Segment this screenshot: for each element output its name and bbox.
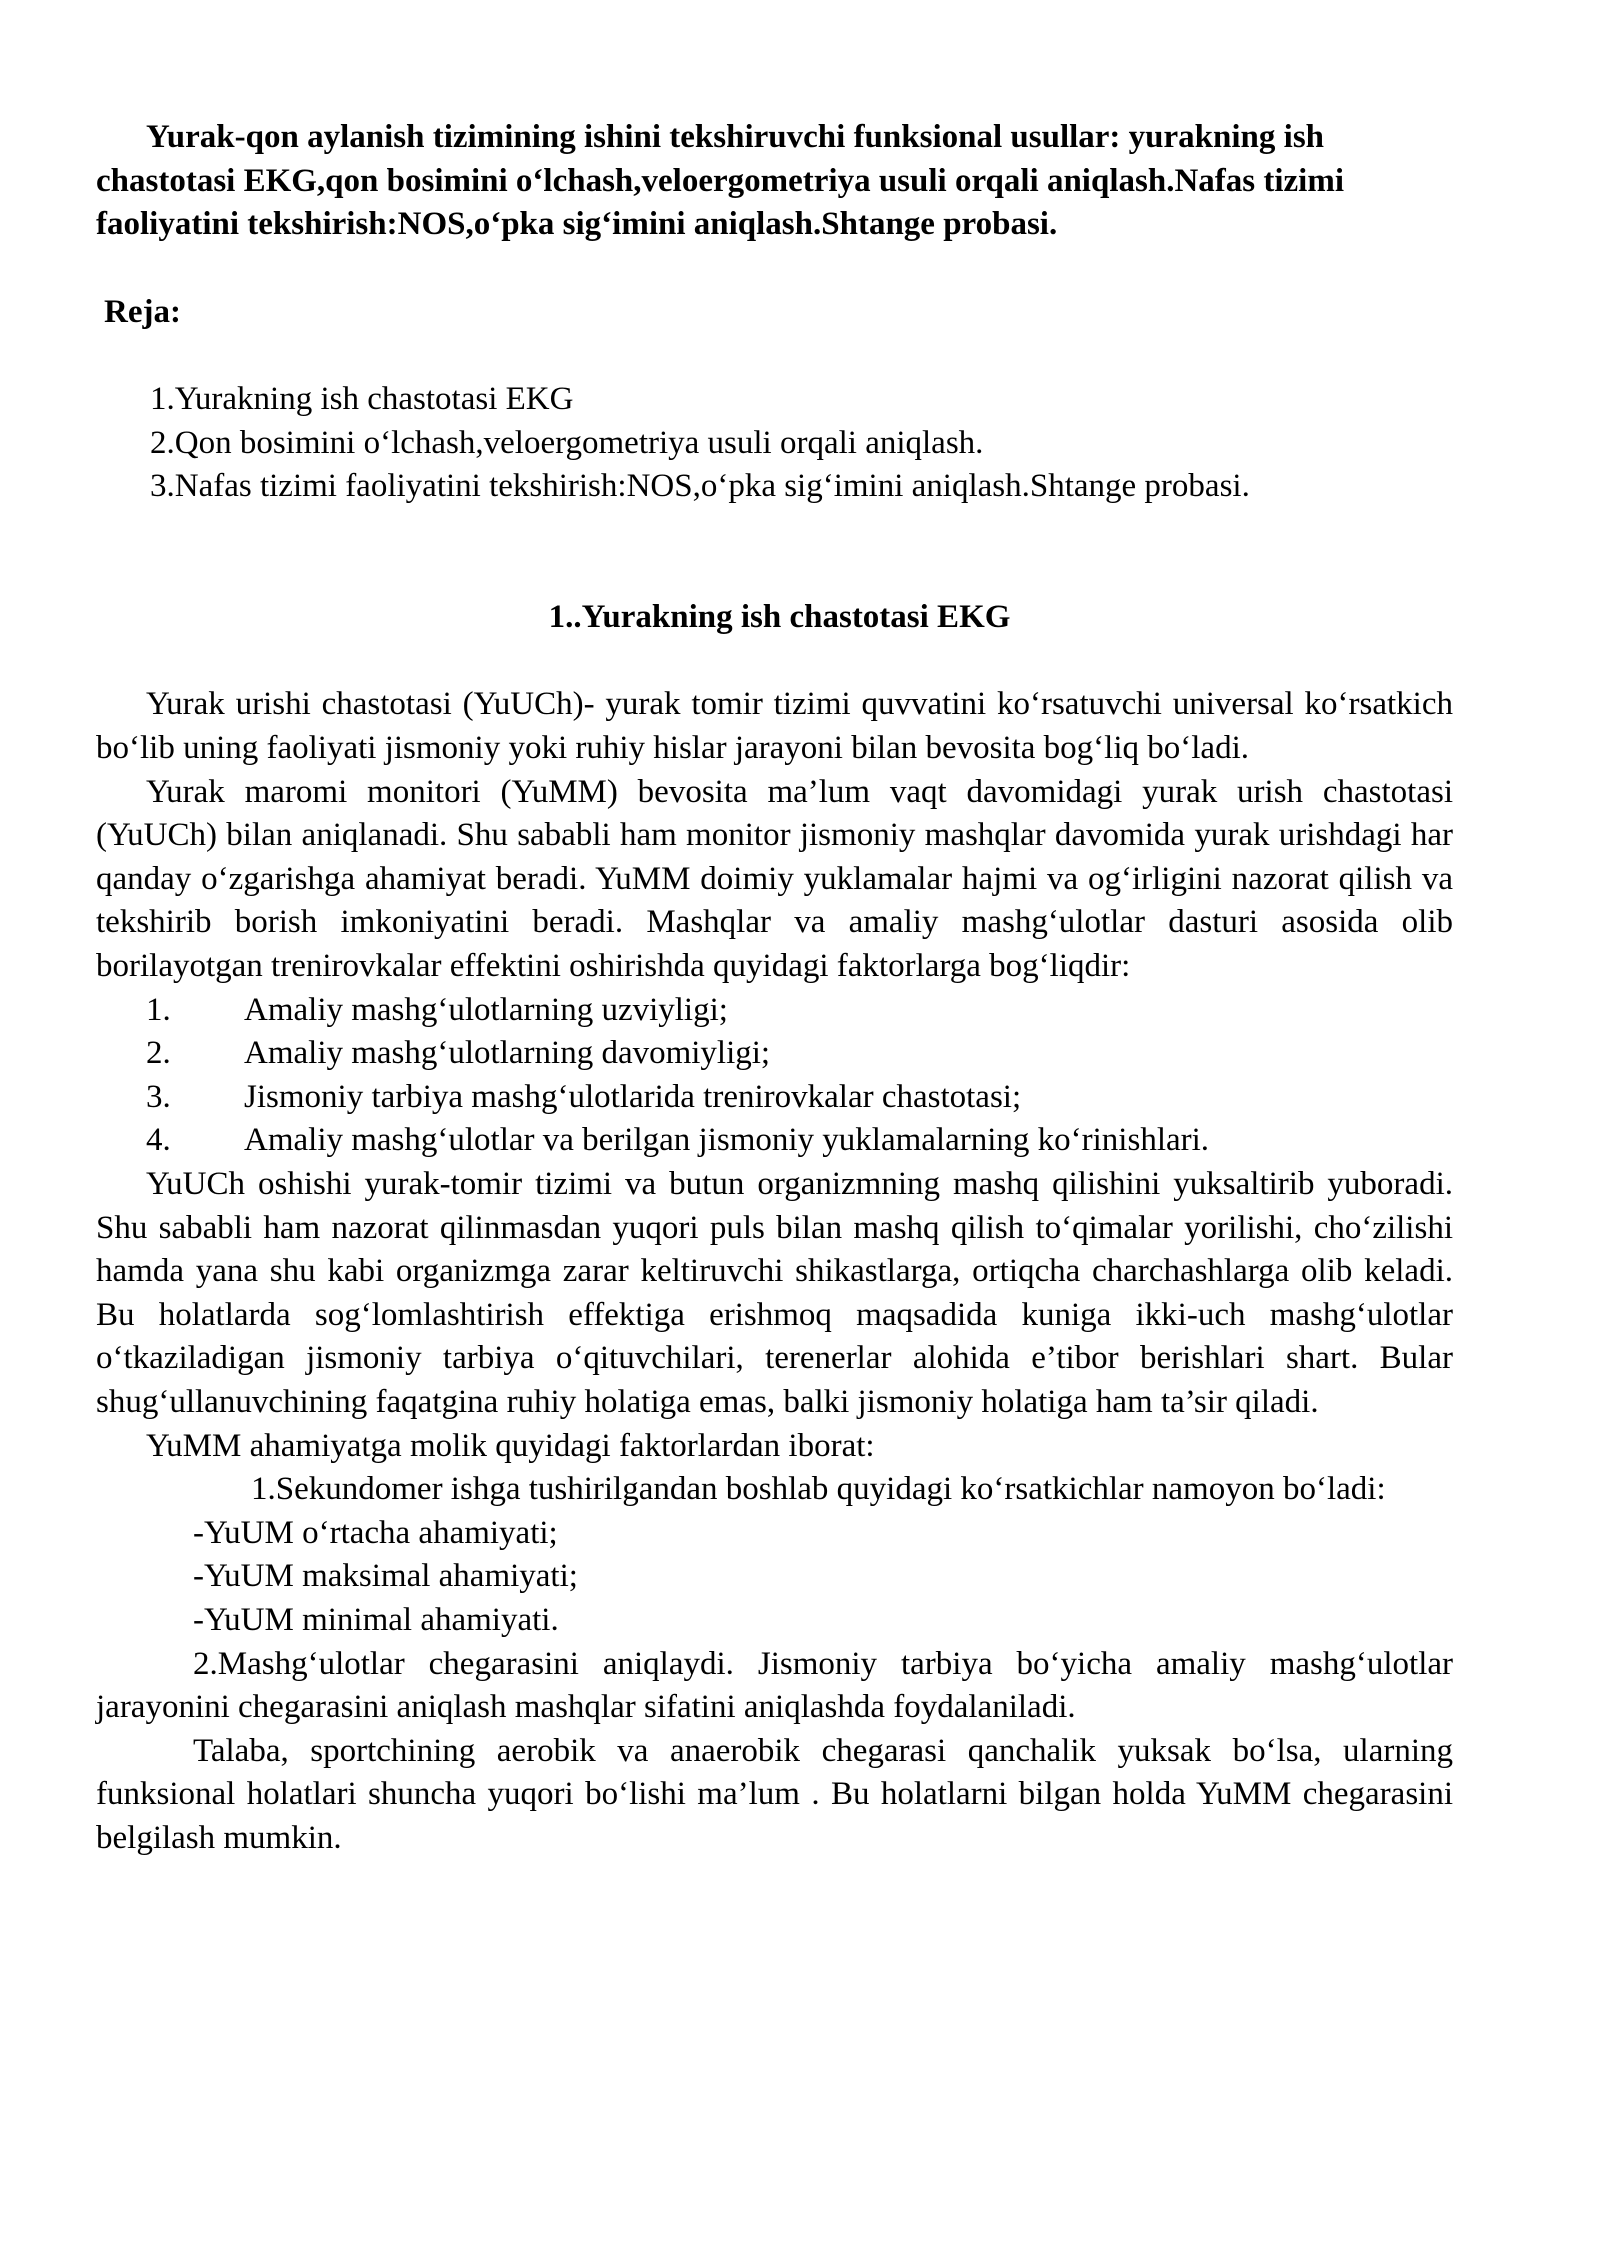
list-number: 1. bbox=[146, 991, 171, 1028]
plan-item: 2.Qon bosimini o‘lchash,veloergometriya usuli orqali aniqlash. bbox=[150, 424, 984, 461]
list-text: Amaliy mashg‘ulotlarning davomiyligi; bbox=[244, 1035, 771, 1072]
list-number: 4. bbox=[146, 1122, 171, 1159]
list-text: Amaliy mashg‘ulotlarning uzviyligi; bbox=[244, 991, 728, 1028]
paragraph-stopwatch: 1.Sekundomer ishga tushirilgandan boshlab quyidagi ko‘rsatkichlar namoyon bo‘ladi: bbox=[251, 1471, 1386, 1508]
paragraph-aerobic-threshold: Talaba, sportchining aerobik va anaerobik chegarasi qanchalik yuksak bo‘lsa, ularning funksional holatlari shuncha yuqori bo‘lishi ma’lum . Bu holatlarni bilgan holda YuMM chegarasini belgilash mumkin. bbox=[96, 1732, 1453, 1856]
section-title: 1..Yurakning ish chastotasi EKG bbox=[548, 598, 1011, 635]
indicator-list bbox=[96, 1512, 1453, 1643]
list-item bbox=[146, 1119, 1453, 1163]
document-body bbox=[96, 116, 1453, 1861]
list-number: 2. bbox=[146, 1035, 171, 1072]
list-item: -YuUM minimal ahamiyati. bbox=[193, 1601, 559, 1638]
list-item: -YuUM o‘rtacha ahamiyati; bbox=[193, 1514, 558, 1551]
paragraph-heart-rate-increase: YuUCh oshishi yurak-tomir tizimi va butun organizmning mashq qilishini yuksaltirib yuboradi. Shu sababli ham nazorat qilinmasdan yuqori puls bilan mashq qilish to‘qimalar yorilishi, cho‘zilishi hamda yana shu kabi organizmga zarar keltiruvchi shikastlarga, ortiqcha charchashlarga olib keladi. Bu holatlarda sog‘lomlashtirish effektiga erishmoq maqsadida kuniga ikki-uch mashg‘ulotlar o‘tkaziladigan jismoniy tarbiya o‘qituvchilari, terenerlar alohida e’tibor berishlari shart. Bular shug‘ullanuvchining faqatgina ruhiy holatiga emas, balki jismoniy holatiga ham ta’sir qiladi. bbox=[96, 1166, 1453, 1420]
document-title: Yurak-qon aylanish tizimining ishini tekshiruvchi funksional usullar: yurakning ish chastotasi EKG,qon bosimini o‘lchash,veloergometriya usuli orqali aniqlash.Nafas tizimi faoliyatini tekshirish:NOS,o‘pka sig‘imini aniqlash.Shtange probasi. bbox=[96, 119, 1344, 242]
plan-item: 3.Nafas tizimi faoliyatini tekshirish:NOS,o‘pka sig‘imini aniqlash.Shtange probasi. bbox=[150, 468, 1250, 505]
list-item: -YuUM maksimal ahamiyati; bbox=[193, 1558, 578, 1595]
list-item bbox=[146, 989, 1453, 1033]
paragraph-heart-monitor: Yurak maromi monitori (YuMM) bevosita ma’lum vaqt davomidagi yurak urish chastotasi (YuUCh) bilan aniqlanadi. Shu sababli ham monitor jismoniy mashqlar davomida yurak urishdagi har qanday o‘zgarishga ahamiyat beradi. YuMM doimiy yuklamalar hajmi va og‘irligini nazorat qilish va tekshirib borish imkoniyatini beradi. Mashqlar va amaliy mashg‘ulotlar dasturi asosida olib borilayotgan trenirovkalar effektini oshirishda quyidagi faktorlarga bog‘liqdir: bbox=[96, 773, 1453, 985]
list-text: Jismoniy tarbiya mashg‘ulotlarida trenirovkalar chastotasi; bbox=[244, 1078, 1022, 1115]
list-text: Amaliy mashg‘ulotlar va berilgan jismoniy yuklamalarning ko‘rinishlari. bbox=[244, 1122, 1210, 1159]
paragraph-training-limits: 2.Mashg‘ulotlar chegarasini aniqlaydi. Jismoniy tarbiya bo‘yicha amaliy mashg‘ulotlar jarayonini chegarasini aniqlash mashqlar sifatini aniqlashda foydalaniladi. bbox=[96, 1645, 1453, 1726]
plan-heading: Reja: bbox=[104, 293, 181, 330]
plan-list bbox=[96, 378, 1453, 509]
list-item bbox=[146, 1032, 1453, 1076]
paragraph-monitor-factors: YuMM ahamiyatga molik quyidagi faktorlardan iborat: bbox=[146, 1427, 875, 1464]
list-number: 3. bbox=[146, 1078, 171, 1115]
plan-item: 1.Yurakning ish chastotasi EKG bbox=[150, 381, 574, 418]
list-item bbox=[146, 1076, 1453, 1120]
factor-list bbox=[96, 989, 1453, 1163]
paragraph-heart-rate: Yurak urishi chastotasi (YuUCh)- yurak tomir tizimi quvvatini ko‘rsatuvchi universal ko‘rsatkich bo‘lib uning faoliyati jismoniy yoki ruhiy hislar jarayoni bilan bevosita bog‘liq bo‘ladi. bbox=[96, 686, 1453, 767]
